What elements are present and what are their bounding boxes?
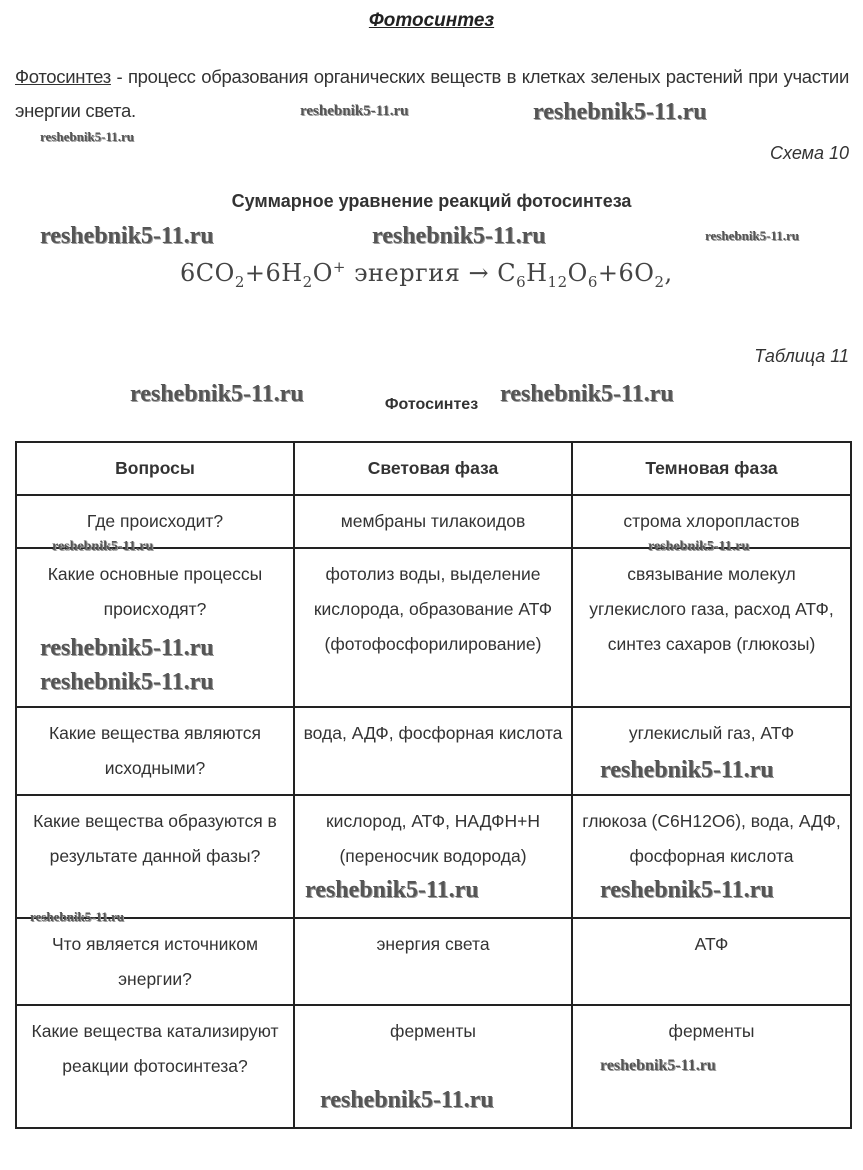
- schema-label: Схема 10: [770, 143, 849, 163]
- light-phase-cell: вода, АДФ, фосфорная кислота: [294, 707, 572, 795]
- light-phase-cell: энергия света: [294, 918, 572, 1005]
- definition-term: Фотосинтез: [15, 66, 111, 87]
- definition: [15, 60, 849, 128]
- watermark: reshebnik5-11.ru: [600, 877, 774, 903]
- watermark: reshebnik5-11.ru: [40, 669, 214, 695]
- watermark: reshebnik5-11.ru: [533, 99, 707, 125]
- question-cell: Какие вещества образуются в результате данной фазы?: [16, 795, 294, 918]
- table-header-row: [16, 442, 851, 495]
- watermark: reshebnik5-11.ru: [648, 539, 750, 554]
- question-cell: Где происходит?: [16, 495, 294, 548]
- light-phase-cell: кислород, АТФ, НАДФН+Н (переносчик водорода): [294, 795, 572, 918]
- watermark: reshebnik5-11.ru: [40, 223, 214, 249]
- watermark: reshebnik5-11.ru: [320, 1087, 494, 1113]
- question-cell: Какие вещества являются исходными?: [16, 707, 294, 795]
- watermark: reshebnik5-11.ru: [130, 381, 304, 407]
- watermark: reshebnik5-11.ru: [600, 757, 774, 783]
- photosynthesis-equation: $6CO_2+6H_2O^+$ энергия → $C_6H_{12}O_6+6O_2$,: [180, 258, 673, 291]
- header-questions: Вопросы: [16, 442, 294, 495]
- question-cell: Какие основные процессы происходят?: [16, 548, 294, 707]
- watermark: reshebnik5-11.ru: [40, 129, 135, 144]
- watermark: reshebnik5-11.ru: [500, 381, 674, 407]
- definition-text: - процесс образования органических веществ в клетках зеленых растений при участии энергии света.: [15, 66, 849, 121]
- watermark: reshebnik5-11.ru: [52, 539, 154, 554]
- table-row: [16, 918, 851, 1005]
- dark-phase-cell: связывание молекул углекислого газа, расход АТФ, синтез сахаров (глюкозы): [572, 548, 851, 707]
- watermark: reshebnik5-11.ru: [705, 228, 800, 243]
- light-phase-cell: фотолиз воды, выделение кислорода, образование АТФ (фотофосфорилирование): [294, 548, 572, 707]
- watermark: reshebnik5-11.ru: [30, 909, 125, 924]
- watermark: reshebnik5-11.ru: [600, 1057, 716, 1074]
- dark-phase-cell: строма хлоропластов: [572, 495, 851, 548]
- table-label: Таблица 11: [754, 346, 849, 366]
- header-light-phase: Световая фаза: [294, 442, 572, 495]
- equation-title: Суммарное уравнение реакций фотосинтеза: [231, 191, 632, 211]
- question-cell: Какие вещества катализируют реакции фотосинтеза?: [16, 1005, 294, 1128]
- light-phase-cell: мембраны тилакоидов: [294, 495, 572, 548]
- watermark: reshebnik5-11.ru: [305, 877, 479, 903]
- dark-phase-cell: АТФ: [572, 918, 851, 1005]
- watermark: reshebnik5-11.ru: [372, 223, 546, 249]
- watermark: reshebnik5-11.ru: [40, 635, 214, 661]
- dark-phase-cell: глюкоза (С6Н12О6), вода, АДФ, фосфорная кислота: [572, 795, 851, 918]
- light-phase-cell: ферменты: [294, 1005, 572, 1128]
- question-cell: Что является источником энергии?: [16, 918, 294, 1005]
- dark-phase-cell: ферменты: [572, 1005, 851, 1128]
- table-title: Фотосинтез: [384, 396, 479, 413]
- page-title: Фотосинтез: [368, 10, 495, 31]
- dark-phase-cell: углекислый газ, АТФ: [572, 707, 851, 795]
- watermark: reshebnik5-11.ru: [300, 103, 409, 119]
- header-dark-phase: Темновая фаза: [572, 442, 851, 495]
